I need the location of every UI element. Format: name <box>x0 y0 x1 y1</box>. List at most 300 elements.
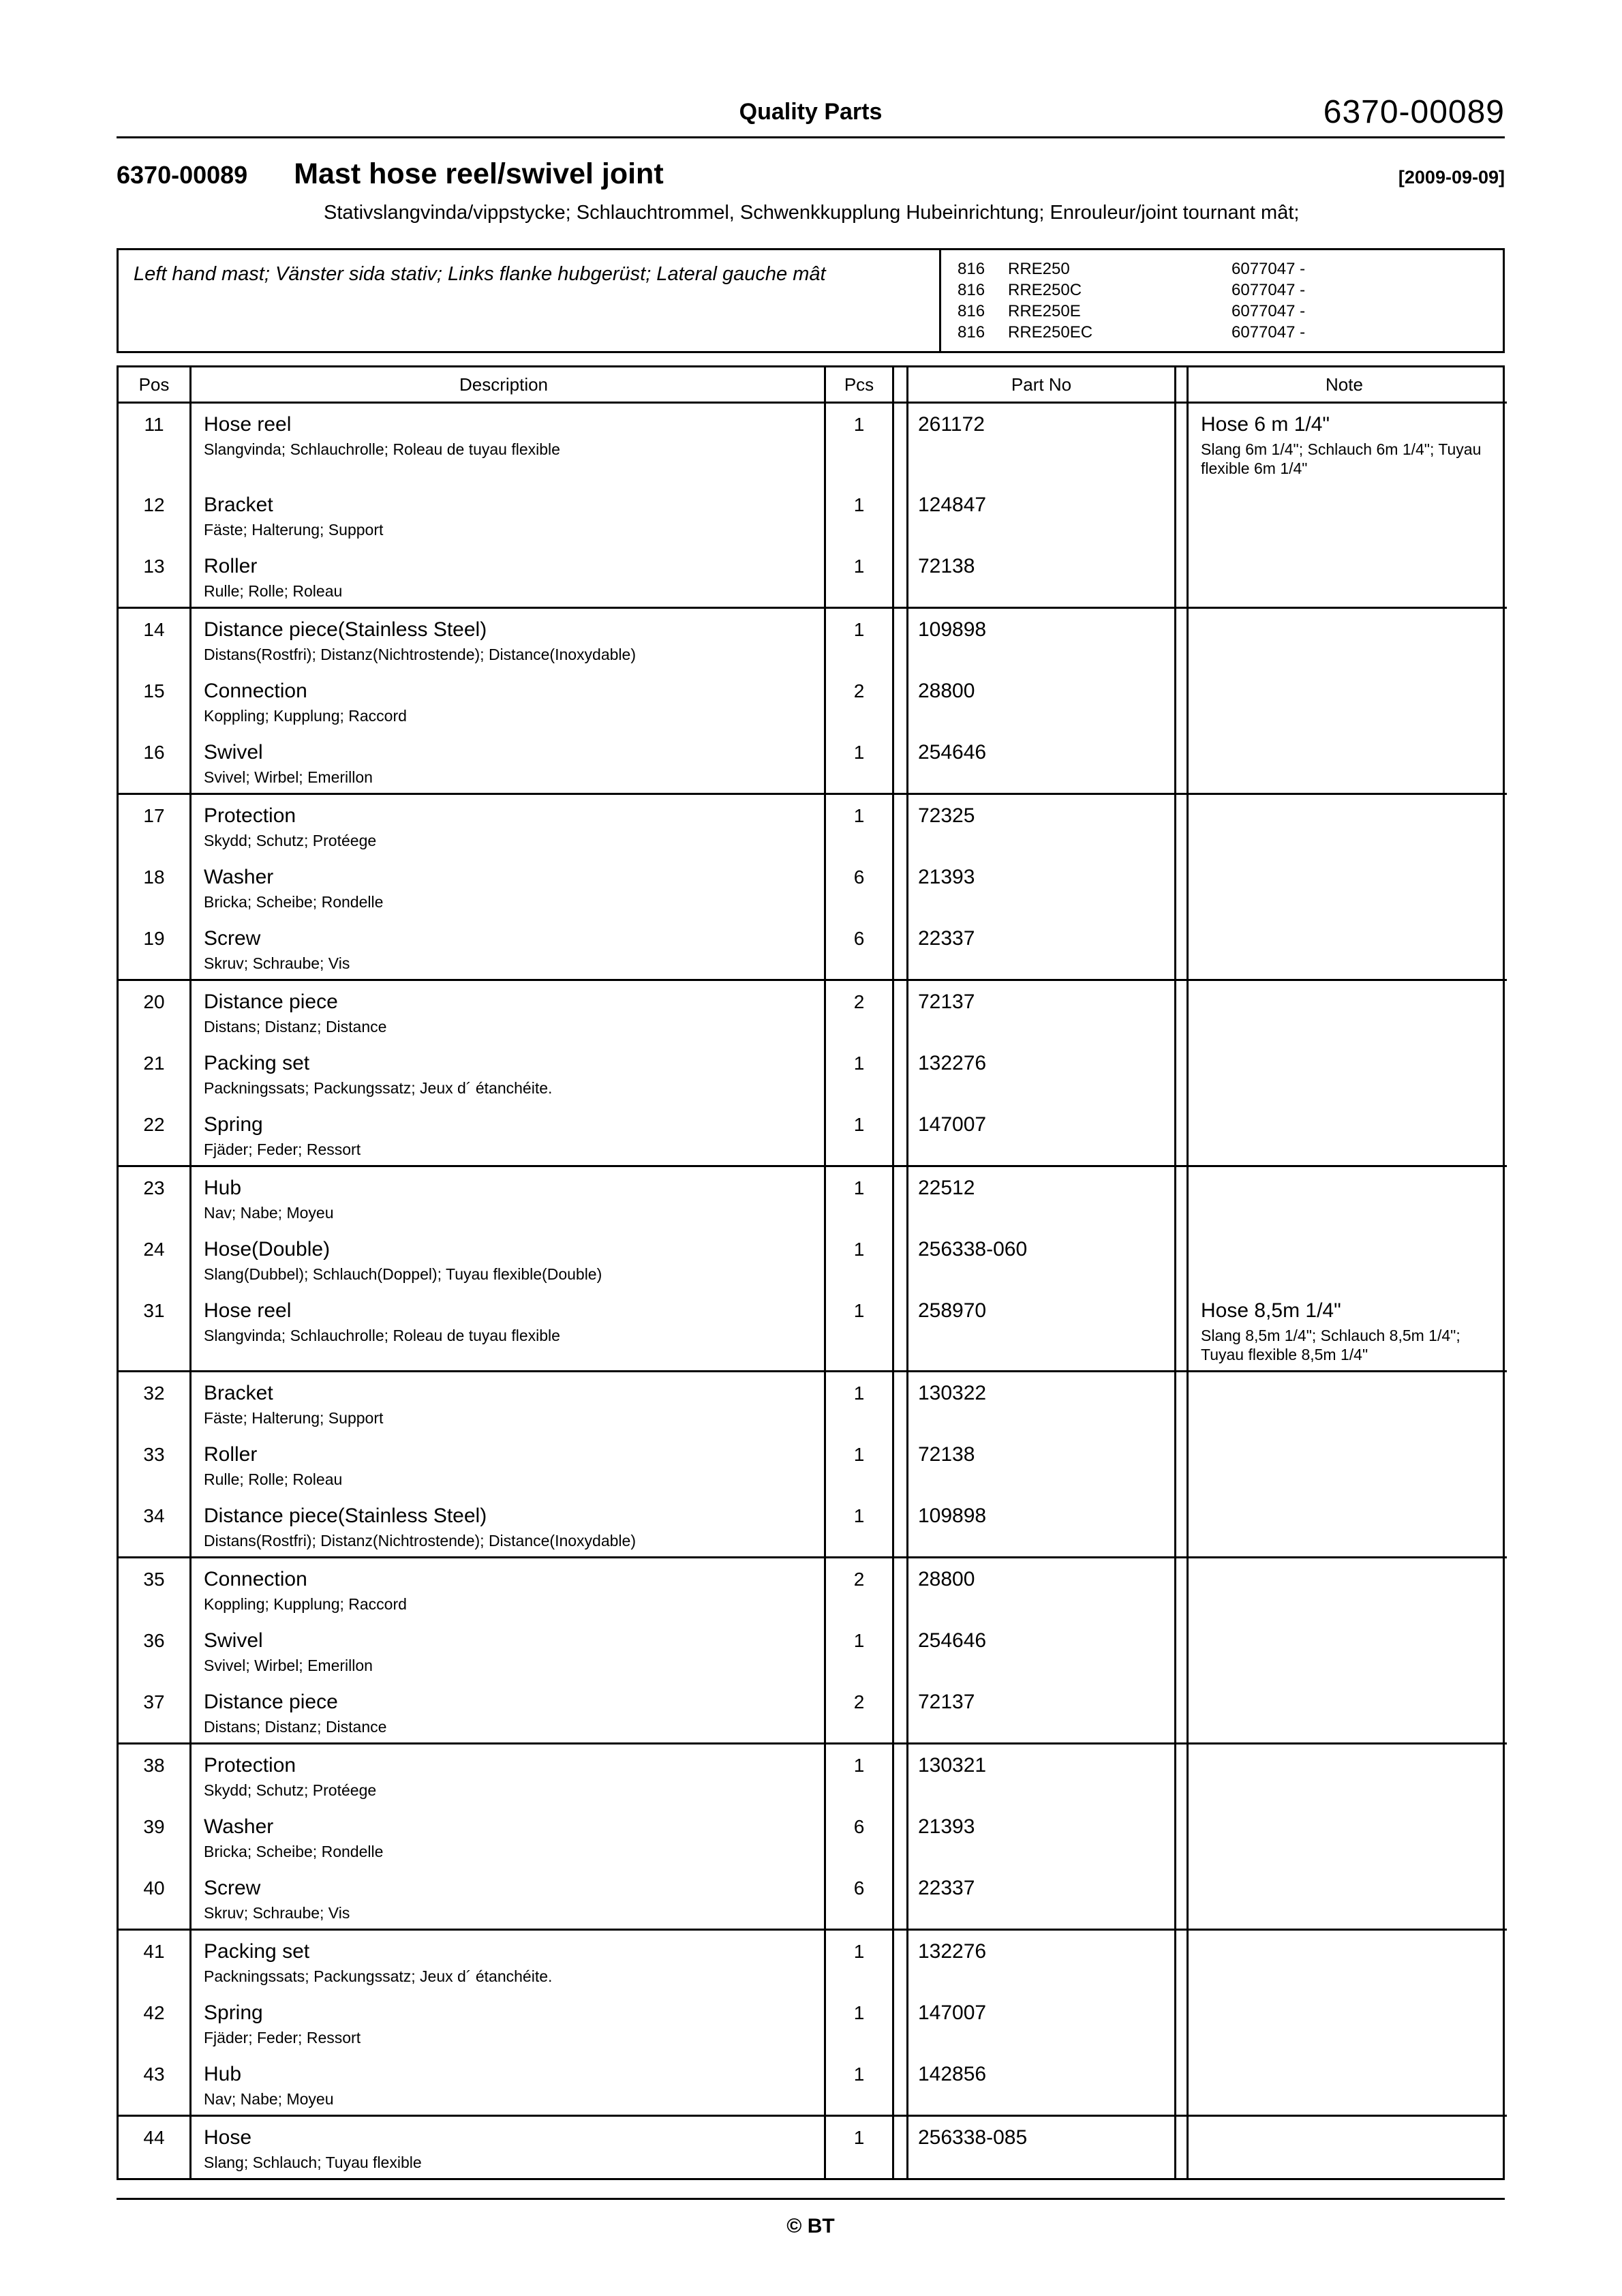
column-gap <box>894 607 906 670</box>
row-note <box>1187 1165 1507 1228</box>
row-part-no: 254646 <box>906 1620 1176 1681</box>
copyright-label: © BT <box>786 2215 835 2237</box>
row-description <box>192 1434 826 1495</box>
title-block <box>117 157 1505 191</box>
column-gap <box>1176 979 1187 1042</box>
row-pcs: 1 <box>826 404 894 484</box>
row-pos: 15 <box>119 670 192 731</box>
column-gap <box>894 979 906 1042</box>
column-gap <box>1176 1165 1187 1228</box>
part-translations: Distans; Distanz; Distance <box>204 1718 387 1736</box>
row-pcs: 6 <box>826 856 894 918</box>
row-pos: 34 <box>119 1495 192 1556</box>
column-gap <box>1176 1228 1187 1290</box>
part-translations: Distans; Distanz; Distance <box>204 1018 387 1036</box>
row-pcs: 2 <box>826 1681 894 1742</box>
row-description <box>192 1104 826 1165</box>
part-translations: Fjäder; Feder; Ressort <box>204 1141 361 1158</box>
row-note <box>1187 1556 1507 1620</box>
column-gap <box>1176 1495 1187 1556</box>
row-description <box>192 918 826 979</box>
row-pcs: 1 <box>826 1620 894 1681</box>
row-note <box>1187 856 1507 918</box>
row-part-no: 28800 <box>906 670 1176 731</box>
table-row <box>119 1434 1503 1495</box>
table-row <box>119 1370 1503 1434</box>
column-gap <box>894 1929 906 1992</box>
part-translations: Skruv; Schraube; Vis <box>204 1904 350 1922</box>
row-pos: 42 <box>119 1992 192 2053</box>
row-note <box>1187 1867 1507 1929</box>
row-pos: 32 <box>119 1370 192 1434</box>
row-pcs: 2 <box>826 979 894 1042</box>
title-subtitle: Stativslangvinda/vippstycke; Schlauchtrommel, Schwenkkupplung Hubeinrichtung; Enrouleur/joint tournant mât; <box>324 202 1300 224</box>
part-name: Roller <box>204 555 258 577</box>
column-gap <box>894 793 906 856</box>
row-pcs: 1 <box>826 1228 894 1290</box>
row-part-no: 256338-085 <box>906 2115 1176 2178</box>
row-note <box>1187 670 1507 731</box>
table-row <box>119 979 1503 1042</box>
model-name: RRE250 <box>1008 260 1070 278</box>
row-description <box>192 1228 826 1290</box>
row-part-no: 256338-060 <box>906 1228 1176 1290</box>
table-row <box>119 1806 1503 1867</box>
row-pos: 19 <box>119 918 192 979</box>
column-gap <box>1176 731 1187 793</box>
note-sub: Slang 6m 1/4"; Schlauch 6m 1/4"; Tuyau flexible 6m 1/4" <box>1201 440 1482 477</box>
part-name: Swivel <box>204 1629 263 1652</box>
row-part-no: 72137 <box>906 979 1176 1042</box>
row-pcs: 1 <box>826 793 894 856</box>
part-translations: Slang; Schlauch; Tuyau flexible <box>204 2154 422 2171</box>
table-row <box>119 1495 1503 1556</box>
part-translations: Nav; Nabe; Moyeu <box>204 1204 334 1222</box>
row-part-no: 22337 <box>906 1867 1176 1929</box>
column-gap <box>894 1681 906 1742</box>
row-note <box>1187 1495 1507 1556</box>
part-translations: Svivel; Wirbel; Emerillon <box>204 768 373 786</box>
table-row <box>119 484 1503 545</box>
row-part-no: 261172 <box>906 404 1176 484</box>
row-pos: 43 <box>119 2053 192 2115</box>
column-gap <box>1176 1929 1187 1992</box>
row-pcs: 1 <box>826 2053 894 2115</box>
row-note <box>1187 731 1507 793</box>
row-pcs: 1 <box>826 1290 894 1370</box>
column-gap <box>1176 1104 1187 1165</box>
row-part-no: 147007 <box>906 1992 1176 2053</box>
column-gap <box>1176 1434 1187 1495</box>
row-description <box>192 607 826 670</box>
column-gap <box>894 918 906 979</box>
part-name: Washer <box>204 1815 274 1838</box>
table-row <box>119 1681 1503 1742</box>
table-row <box>119 1165 1503 1228</box>
column-header-pcs: Pcs <box>826 367 894 404</box>
column-header-note: Note <box>1187 367 1507 404</box>
part-name: Packing set <box>204 1052 310 1074</box>
table-row <box>119 545 1503 607</box>
row-part-no: 130322 <box>906 1370 1176 1434</box>
row-pos: 17 <box>119 793 192 856</box>
row-description <box>192 484 826 545</box>
part-name: Screw <box>204 1877 261 1899</box>
document-number-header: 6370-00089 <box>1323 94 1505 130</box>
row-note <box>1187 1290 1507 1370</box>
row-pcs: 1 <box>826 731 894 793</box>
part-name: Roller <box>204 1443 258 1466</box>
row-part-no: 258970 <box>906 1290 1176 1370</box>
part-translations: Skruv; Schraube; Vis <box>204 954 350 972</box>
row-part-no: 72325 <box>906 793 1176 856</box>
column-gap <box>894 367 906 404</box>
row-pcs: 2 <box>826 670 894 731</box>
row-pos: 13 <box>119 545 192 607</box>
row-pos: 24 <box>119 1228 192 1290</box>
table-row <box>119 1992 1503 2053</box>
column-gap <box>1176 856 1187 918</box>
row-pcs: 6 <box>826 918 894 979</box>
row-note <box>1187 1806 1507 1867</box>
row-pcs: 1 <box>826 2115 894 2178</box>
row-description <box>192 1681 826 1742</box>
revision-date: [2009-09-09] <box>1398 167 1505 187</box>
part-name: Swivel <box>204 741 263 764</box>
row-description <box>192 1290 826 1370</box>
row-pos: 11 <box>119 404 192 484</box>
part-name: Washer <box>204 866 274 888</box>
row-note <box>1187 1929 1507 1992</box>
column-gap <box>894 1867 906 1929</box>
row-part-no: 72138 <box>906 545 1176 607</box>
column-gap <box>1176 2053 1187 2115</box>
table-row <box>119 731 1503 793</box>
table-row <box>119 1556 1503 1620</box>
row-note <box>1187 404 1507 484</box>
part-name: Packing set <box>204 1940 310 1963</box>
row-note <box>1187 1681 1507 1742</box>
row-note <box>1187 1370 1507 1434</box>
column-gap <box>1176 1556 1187 1620</box>
column-gap <box>1176 918 1187 979</box>
table-row <box>119 670 1503 731</box>
model-name: RRE250C <box>1008 281 1082 299</box>
column-gap <box>1176 367 1187 404</box>
note-main: Hose 8,5m 1/4" <box>1201 1299 1341 1322</box>
part-translations: Koppling; Kupplung; Raccord <box>204 1595 407 1613</box>
part-name: Hose <box>204 2126 252 2149</box>
model-row <box>958 301 1503 322</box>
part-translations: Svivel; Wirbel; Emerillon <box>204 1657 373 1674</box>
column-gap <box>894 404 906 484</box>
page-content <box>117 0 1505 2180</box>
column-gap <box>894 856 906 918</box>
table-row <box>119 793 1503 856</box>
model-code: 816 <box>958 281 985 299</box>
table-row <box>119 1929 1503 1992</box>
row-description <box>192 1992 826 2053</box>
model-name: RRE250E <box>1008 302 1081 320</box>
row-note <box>1187 1434 1507 1495</box>
table-row <box>119 1867 1503 1929</box>
row-description <box>192 1929 826 1992</box>
row-description <box>192 979 826 1042</box>
table-row <box>119 1042 1503 1104</box>
model-serial-list <box>941 250 1503 351</box>
part-translations: Nav; Nabe; Moyeu <box>204 2090 334 2108</box>
row-part-no: 21393 <box>906 856 1176 918</box>
column-gap <box>894 1104 906 1165</box>
part-translations: Packningssats; Packungssatz; Jeux d´ étanchéite. <box>204 1967 553 1985</box>
quality-parts-label: Quality Parts <box>739 99 883 125</box>
part-name: Distance piece <box>204 1691 338 1713</box>
row-description <box>192 2053 826 2115</box>
table-body <box>119 404 1503 2178</box>
row-pos: 38 <box>119 1742 192 1806</box>
row-part-no: 130321 <box>906 1742 1176 1806</box>
part-name: Protection <box>204 804 296 827</box>
row-note <box>1187 545 1507 607</box>
column-gap <box>894 1992 906 2053</box>
part-name: Bracket <box>204 494 273 516</box>
row-note <box>1187 918 1507 979</box>
row-pcs: 1 <box>826 1370 894 1434</box>
part-name: Connection <box>204 680 307 702</box>
row-pcs: 2 <box>826 1556 894 1620</box>
column-gap <box>894 2053 906 2115</box>
row-pcs: 1 <box>826 607 894 670</box>
model-row <box>958 280 1503 301</box>
row-pos: 22 <box>119 1104 192 1165</box>
column-gap <box>1176 1620 1187 1681</box>
table-row <box>119 918 1503 979</box>
mast-side-text: Left hand mast; Vänster sida stativ; Links flanke hubgerüst; Lateral gauche mât <box>134 263 826 285</box>
part-translations: Slangvinda; Schlauchrolle; Roleau de tuyau flexible <box>204 1327 560 1344</box>
row-pos: 21 <box>119 1042 192 1104</box>
column-header-description: Description <box>192 367 826 404</box>
row-part-no: 142856 <box>906 2053 1176 2115</box>
column-gap <box>894 1228 906 1290</box>
row-pcs: 1 <box>826 484 894 545</box>
part-name: Bracket <box>204 1382 273 1404</box>
row-description <box>192 1042 826 1104</box>
row-pcs: 1 <box>826 1742 894 1806</box>
row-description <box>192 1165 826 1228</box>
column-gap <box>894 1620 906 1681</box>
row-description <box>192 1495 826 1556</box>
row-pos: 33 <box>119 1434 192 1495</box>
part-name: Screw <box>204 927 261 950</box>
model-row <box>958 322 1503 343</box>
part-name: Spring <box>204 2002 263 2024</box>
note-main: Hose 6 m 1/4" <box>1201 413 1330 436</box>
column-gap <box>1176 607 1187 670</box>
row-note <box>1187 1228 1507 1290</box>
part-name: Protection <box>204 1754 296 1777</box>
row-part-no: 21393 <box>906 1806 1176 1867</box>
column-gap <box>894 1806 906 1867</box>
part-translations: Koppling; Kupplung; Raccord <box>204 707 407 725</box>
part-name: Distance piece(Stainless Steel) <box>204 1505 487 1527</box>
row-pcs: 1 <box>826 1434 894 1495</box>
model-code: 816 <box>958 260 985 278</box>
table-row <box>119 1104 1503 1165</box>
column-gap <box>894 670 906 731</box>
row-description <box>192 1620 826 1681</box>
table-row <box>119 1620 1503 1681</box>
row-description <box>192 545 826 607</box>
row-pos: 41 <box>119 1929 192 1992</box>
column-gap <box>894 1165 906 1228</box>
model-serial-range: 6077047 - <box>1231 260 1306 278</box>
part-translations: Skydd; Schutz; Protéege <box>204 1781 377 1799</box>
column-gap <box>894 1042 906 1104</box>
row-description <box>192 1867 826 1929</box>
model-code: 816 <box>958 302 985 320</box>
row-pos: 44 <box>119 2115 192 2178</box>
column-gap <box>894 1495 906 1556</box>
row-pos: 23 <box>119 1165 192 1228</box>
row-part-no: 72138 <box>906 1434 1176 1495</box>
row-pcs: 1 <box>826 1165 894 1228</box>
row-part-no: 22512 <box>906 1165 1176 1228</box>
part-name: Hose reel <box>204 413 292 436</box>
table-header-row <box>119 367 1503 404</box>
part-name: Hub <box>204 1177 242 1199</box>
page-title: Mast hose reel/swivel joint <box>294 157 664 190</box>
row-description <box>192 793 826 856</box>
part-translations: Bricka; Scheibe; Rondelle <box>204 1843 384 1860</box>
row-pcs: 1 <box>826 1992 894 2053</box>
row-pcs: 1 <box>826 1104 894 1165</box>
header-divider <box>117 136 1505 138</box>
table-row <box>119 856 1503 918</box>
column-gap <box>1176 484 1187 545</box>
row-description <box>192 2115 826 2178</box>
row-note <box>1187 1104 1507 1165</box>
table-row <box>119 1228 1503 1290</box>
table-row <box>119 2053 1503 2115</box>
row-pos: 18 <box>119 856 192 918</box>
row-part-no: 22337 <box>906 918 1176 979</box>
table-row <box>119 1742 1503 1806</box>
part-name: Hose(Double) <box>204 1238 331 1260</box>
row-pos: 12 <box>119 484 192 545</box>
part-name: Distance piece(Stainless Steel) <box>204 618 487 641</box>
row-note <box>1187 1620 1507 1681</box>
model-name: RRE250EC <box>1008 323 1093 342</box>
row-note <box>1187 793 1507 856</box>
column-gap <box>1176 1370 1187 1434</box>
page-footer <box>117 2198 1505 2238</box>
row-note <box>1187 979 1507 1042</box>
row-part-no: 254646 <box>906 731 1176 793</box>
note-sub: Slang 8,5m 1/4"; Schlauch 8,5m 1/4"; Tuyau flexible 8,5m 1/4" <box>1201 1327 1460 1363</box>
column-gap <box>1176 2115 1187 2178</box>
part-name: Distance piece <box>204 991 338 1013</box>
row-pos: 20 <box>119 979 192 1042</box>
part-translations: Bricka; Scheibe; Rondelle <box>204 893 384 911</box>
part-name: Hose reel <box>204 1299 292 1322</box>
row-note <box>1187 1042 1507 1104</box>
column-gap <box>1176 1681 1187 1742</box>
row-description <box>192 404 826 484</box>
part-translations: Distans(Rostfri); Distanz(Nichtrostende); Distance(Inoxydable) <box>204 1532 636 1550</box>
table-row <box>119 2115 1503 2178</box>
column-gap <box>1176 1290 1187 1370</box>
table-row <box>119 607 1503 670</box>
column-header-pos: Pos <box>119 367 192 404</box>
table-row <box>119 1290 1503 1370</box>
row-pcs: 1 <box>826 1042 894 1104</box>
parts-table <box>117 365 1505 2180</box>
row-part-no: 132276 <box>906 1042 1176 1104</box>
column-gap <box>894 1742 906 1806</box>
row-pcs: 1 <box>826 1929 894 1992</box>
column-gap <box>1176 670 1187 731</box>
row-pos: 14 <box>119 607 192 670</box>
applicability-box <box>117 248 1505 353</box>
model-row <box>958 258 1503 280</box>
row-part-no: 124847 <box>906 484 1176 545</box>
row-note <box>1187 1992 1507 2053</box>
part-translations: Rulle; Rolle; Roleau <box>204 582 343 600</box>
column-gap <box>1176 1742 1187 1806</box>
row-part-no: 132276 <box>906 1929 1176 1992</box>
column-header-part-no: Part No <box>906 367 1176 404</box>
page-header <box>117 0 1505 136</box>
row-pos: 39 <box>119 1806 192 1867</box>
row-description <box>192 670 826 731</box>
column-gap <box>1176 1042 1187 1104</box>
column-gap <box>894 1556 906 1620</box>
row-description <box>192 1556 826 1620</box>
column-gap <box>894 1290 906 1370</box>
row-description <box>192 1742 826 1806</box>
mast-side-description <box>119 250 941 351</box>
row-description <box>192 731 826 793</box>
column-gap <box>894 731 906 793</box>
column-gap <box>894 484 906 545</box>
table-row <box>119 404 1503 484</box>
column-gap <box>1176 404 1187 484</box>
column-gap <box>894 1370 906 1434</box>
row-part-no: 72137 <box>906 1681 1176 1742</box>
row-pos: 36 <box>119 1620 192 1681</box>
part-name: Hub <box>204 2063 242 2085</box>
row-part-no: 109898 <box>906 607 1176 670</box>
row-pcs: 6 <box>826 1806 894 1867</box>
row-part-no: 109898 <box>906 1495 1176 1556</box>
column-gap <box>1176 1992 1187 2053</box>
column-gap <box>1176 1867 1187 1929</box>
row-note <box>1187 2053 1507 2115</box>
title-document-number: 6370-00089 <box>117 161 248 189</box>
row-description <box>192 1370 826 1434</box>
row-pcs: 1 <box>826 545 894 607</box>
row-pos: 35 <box>119 1556 192 1620</box>
column-gap <box>894 2115 906 2178</box>
row-note <box>1187 1742 1507 1806</box>
row-part-no: 147007 <box>906 1104 1176 1165</box>
part-translations: Fäste; Halterung; Support <box>204 521 384 539</box>
part-name: Spring <box>204 1113 263 1136</box>
part-translations: Skydd; Schutz; Protéege <box>204 832 377 849</box>
part-translations: Packningssats; Packungssatz; Jeux d´ étanchéite. <box>204 1079 553 1097</box>
part-translations: Fäste; Halterung; Support <box>204 1409 384 1427</box>
column-gap <box>1176 1806 1187 1867</box>
